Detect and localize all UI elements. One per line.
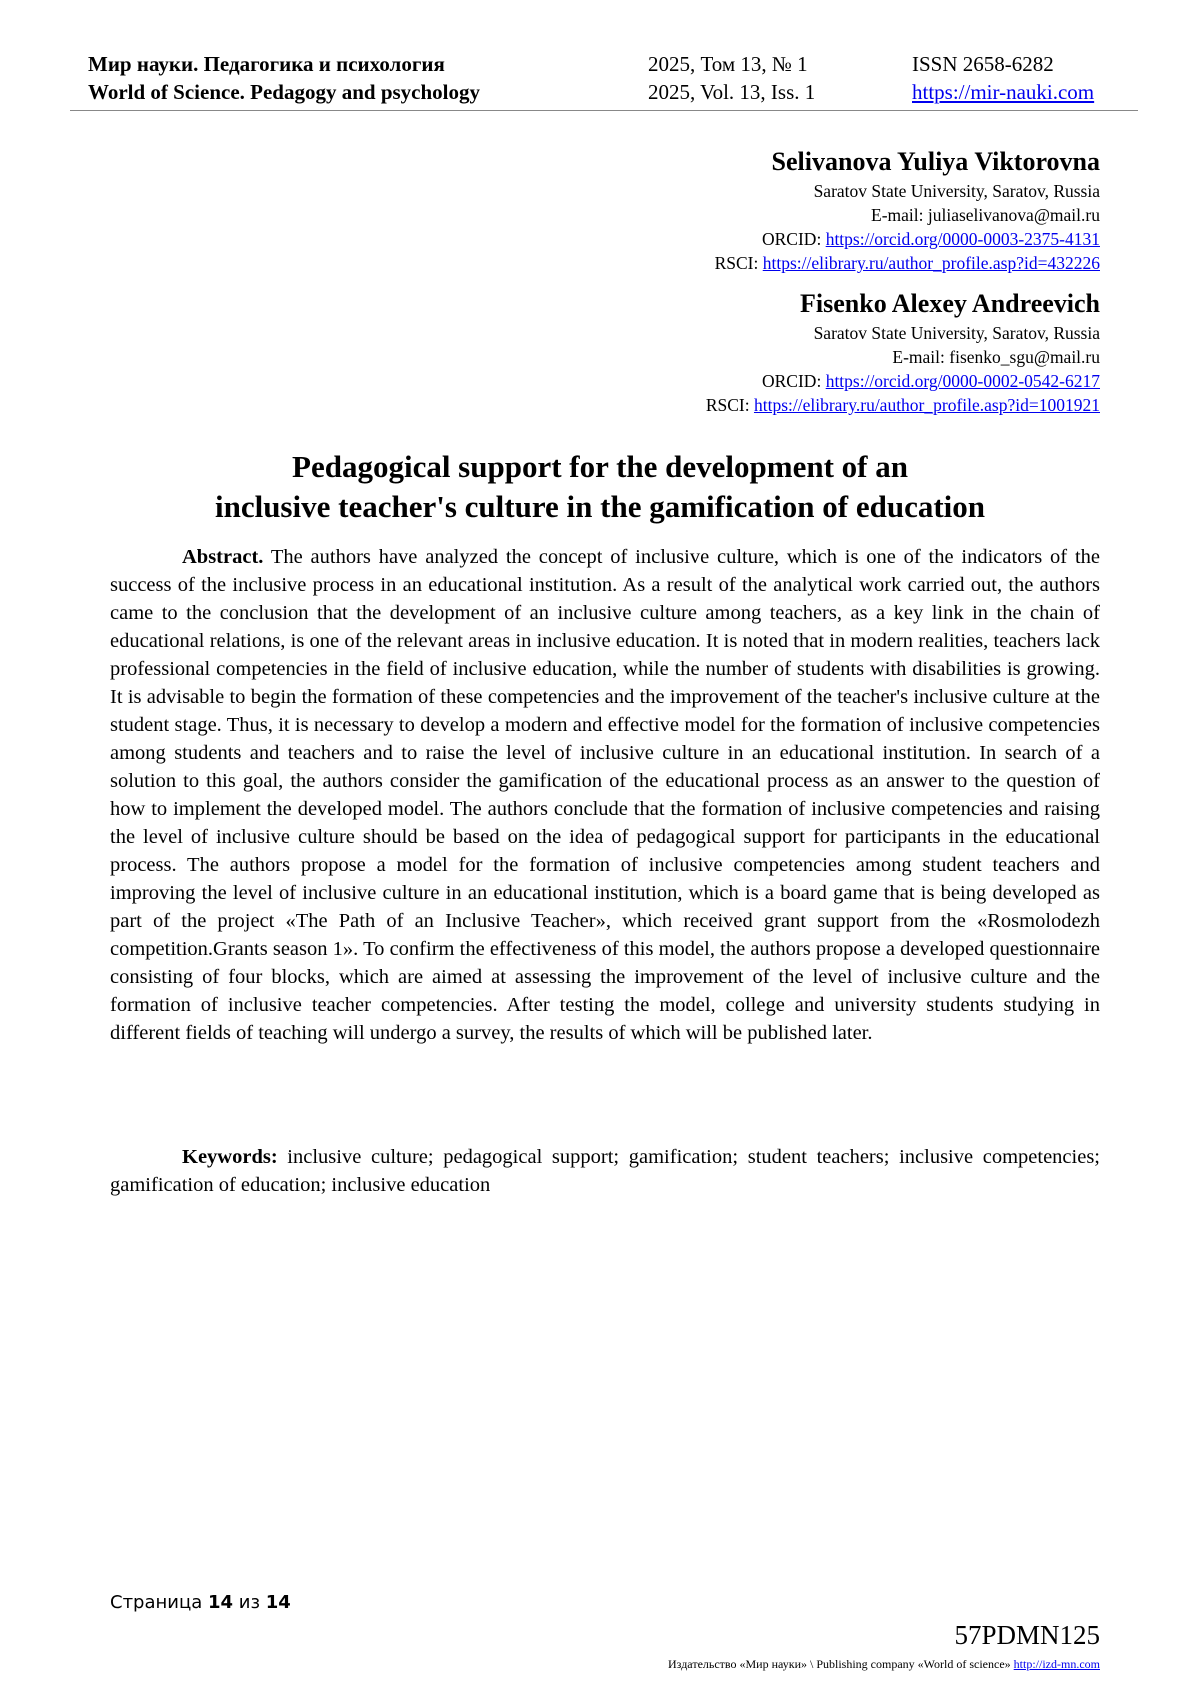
page-counter-middle: из	[233, 1592, 266, 1613]
abstract-paragraph	[110, 543, 1100, 1047]
article-code: 57PDMN125	[954, 1620, 1100, 1650]
orcid-link[interactable]: https://orcid.org/0000-0003-2375-4131	[825, 229, 1100, 249]
page-current: 14	[207, 1592, 234, 1613]
orcid-label: ORCID:	[762, 229, 826, 249]
page-total: 14	[265, 1592, 291, 1613]
keywords-text: inclusive culture; pedagogical support; gamification; student teachers; inclusive competencies; gamification of education; inclusive education	[110, 1146, 1100, 1196]
journal-header	[88, 50, 1120, 106]
author-affiliation: Saratov State University, Saratov, Russia	[813, 323, 1100, 343]
rsci-link[interactable]: https://elibrary.ru/author_profile.asp?id=432226	[762, 253, 1100, 273]
author-1	[706, 145, 1100, 275]
issue-ru: 2025, Том 13, № 1	[648, 52, 808, 76]
author-name: Fisenko Alexey Andreevich	[800, 289, 1100, 318]
orcid-label: ORCID:	[762, 371, 826, 391]
abstract-text: The authors have analyzed the concept of inclusive culture, which is one of the indicators of the success of the inclusive process in an educational institution. As a result of the analytical work carried out, the authors came to the conclusion that the development of an inclusive culture among teachers, as a key link in the chain of educational relations, is one of the relevant areas in inclusive education. It is noted that in modern realities, teachers lack professional competencies in the field of inclusive education, while the number of students with disabilities is growing. It is advisable to begin the formation of these competencies and the improvement of the teacher's inclusive culture at the student stage. Thus, it is necessary to develop a modern and effective model for the formation of inclusive competencies among students and teachers and to raise the level of inclusive culture in an educational institution. In search of a solution to this goal, the authors consider the gamification of the educational process as an answer to the question of how to implement the developed model. The authors conclude that the formation of inclusive competencies and raising the level of inclusive culture should be based on the idea of pedagogical support for participants in the educational process. The authors propose a model for the formation of inclusive competencies among student teachers and improving the level of inclusive culture in an educational institution, which is a board game that is being developed as part of the project «The Path of an Inclusive Teacher», which received grant support from the «Rosmolodezh competition.Grants season 1». To confirm the effectiveness of this model, the authors propose a developed questionnaire consisting of four blocks, which are aimed at assessing the improvement of the level of inclusive culture and the formation of inclusive teacher competencies. After testing the model, college and university students studying in different fields of teaching will undergo a survey, the results of which will be published later.	[110, 546, 1100, 1044]
authors-block	[706, 145, 1100, 429]
publisher-line	[668, 1657, 1100, 1672]
publisher-link[interactable]: http://izd-mn.com	[1013, 1657, 1100, 1671]
journal-title-ru: Мир науки. Педагогика и психология	[88, 52, 445, 76]
orcid-link[interactable]: https://orcid.org/0000-0002-0542-6217	[825, 371, 1100, 391]
rsci-label: RSCI:	[714, 253, 763, 273]
keywords-label: Keywords:	[182, 1146, 278, 1168]
author-2	[706, 287, 1100, 417]
abstract-label: Abstract.	[182, 546, 264, 568]
page-counter-prefix: Страница	[110, 1592, 208, 1613]
author-affiliation: Saratov State University, Saratov, Russia	[813, 181, 1100, 201]
header-row-ru	[88, 50, 1120, 78]
author-email: E-mail: fisenko_sgu@mail.ru	[892, 347, 1100, 367]
rsci-link[interactable]: https://elibrary.ru/author_profile.asp?id=1001921	[753, 395, 1100, 415]
page-counter	[110, 1592, 291, 1613]
title-line-1: Pedagogical support for the development of an	[292, 449, 908, 484]
title-line-2: inclusive teacher's culture in the gamification of education	[214, 489, 986, 524]
article-title	[100, 447, 1100, 527]
issue-en: 2025, Vol. 13, Iss. 1	[648, 80, 816, 104]
publisher-text: Издательство «Мир науки» \ Publishing company «World of science»	[668, 1657, 1014, 1671]
keywords-paragraph	[110, 1143, 1100, 1199]
issn: ISSN 2658-6282	[912, 52, 1054, 76]
rsci-label: RSCI:	[705, 395, 754, 415]
journal-title-en: World of Science. Pedagogy and psychology	[88, 80, 481, 104]
header-divider	[70, 110, 1138, 111]
author-name: Selivanova Yuliya Viktorovna	[771, 147, 1100, 176]
journal-site-link[interactable]: https://mir-nauki.com	[912, 80, 1095, 104]
author-email: E-mail: juliaselivanova@mail.ru	[871, 205, 1100, 225]
header-row-en	[88, 78, 1120, 106]
